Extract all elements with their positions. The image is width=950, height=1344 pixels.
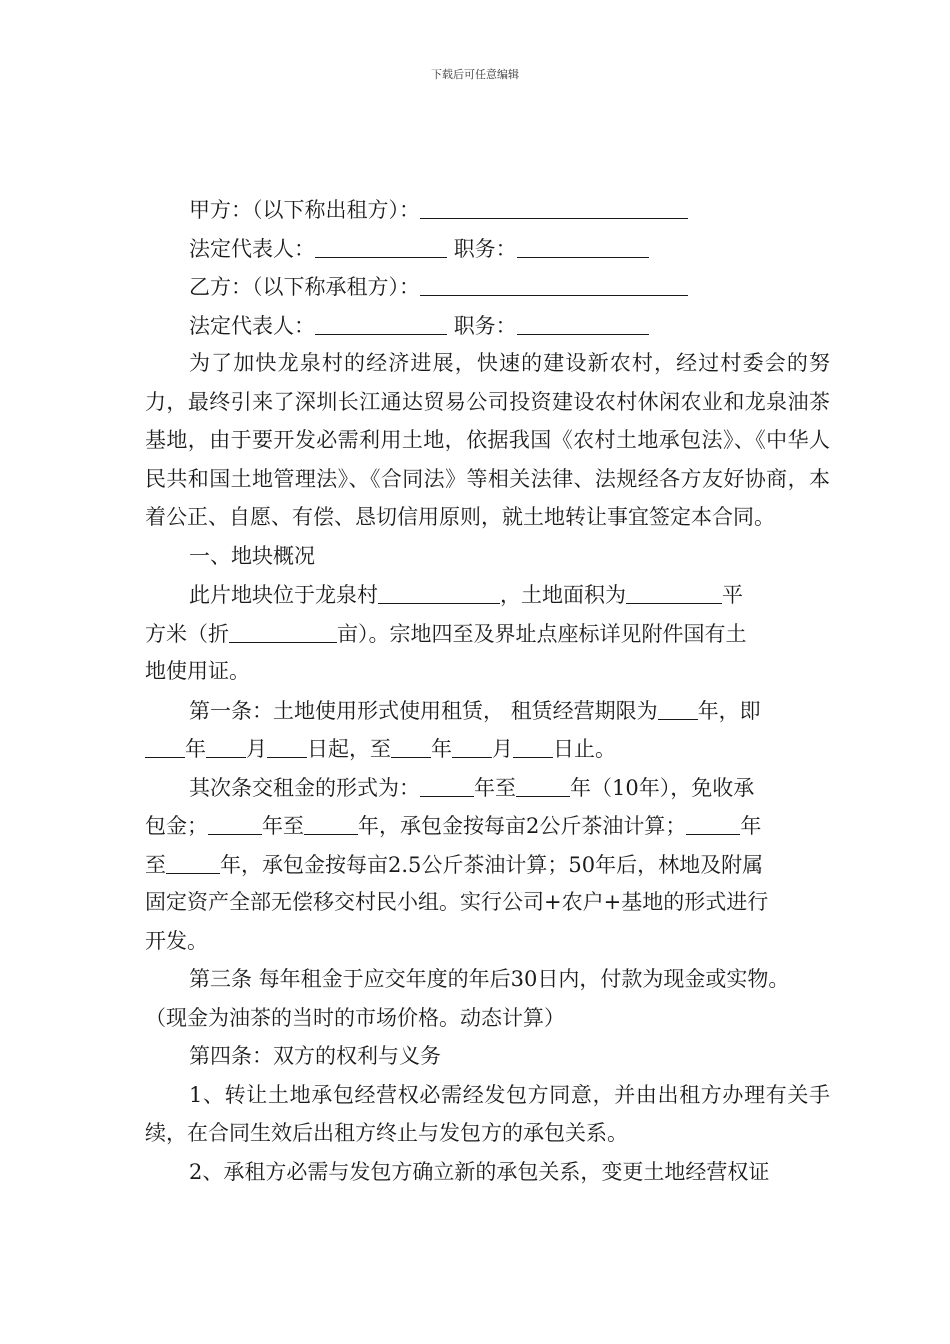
plot-text: 亩）。宗地四至及界址点座标详见附件国有土 (337, 621, 747, 646)
rate2-end-blank[interactable] (166, 847, 220, 874)
plot-text: ，土地面积为 (500, 583, 626, 607)
rate2-start-blank[interactable] (686, 808, 740, 835)
article1-line-1 (145, 691, 830, 730)
article2-text: 其次条交租金的形式为： (189, 775, 420, 800)
rep-label: 法定代表人： (189, 313, 315, 338)
article1-text: 第一条：土地使用形式使用租赁， 租赁经营期限为 (189, 698, 658, 723)
article2-line-1 (145, 768, 830, 807)
party-a-line (145, 190, 830, 229)
party-b-rep-blank[interactable] (315, 308, 447, 335)
party-a-title-blank[interactable] (517, 231, 649, 258)
article3-line-1: 第三条 每年租金于应交年度的年后30日内，付款为现金或实物。 (189, 967, 790, 991)
article2-line-5: 开发。 (145, 928, 208, 953)
plot-text: 此片地块位于龙泉村 (189, 583, 378, 607)
article2-text: 年（10年），免收承 (570, 775, 755, 800)
party-a-label: 甲方：（以下称出租方）： (189, 198, 420, 222)
page-header-note: 下载后可任意编辑 (431, 68, 519, 81)
year-label: 年 (431, 737, 452, 761)
contract-body (145, 190, 830, 1191)
article1-text: 日起，至 (307, 737, 391, 761)
party-a-blank[interactable] (420, 192, 688, 219)
article2-text: 年，承包金按每亩2公斤茶油计算； (358, 814, 687, 838)
article1-line-2 (145, 729, 830, 768)
end-year-blank[interactable] (391, 731, 431, 758)
article2-text: 年至 (474, 775, 516, 800)
end-day-blank[interactable] (513, 731, 553, 758)
party-b-blank[interactable] (420, 269, 688, 296)
party-a-rep-line (145, 229, 830, 268)
article2-line-2 (145, 806, 830, 845)
preamble-paragraph: 为了加快龙泉村的经济进展，快速的建设新农村，经过村委会的努力，最终引来了深圳长江通达贸易公司投资建设农村休闲农业和龙泉油茶基地，由于要开发必需利用土地，依据我国《农村土地承包法》、《中华人民共和国土地管理法》、《合同法》等相关法律、法规经各方友好协商，本着公正、自愿、有偿、恳切信用原则，就土地转让事宜签定本合同。 (145, 351, 830, 529)
mu-blank[interactable] (229, 616, 337, 643)
article1-text: 日止。 (553, 737, 616, 761)
article2-text: 年 (740, 814, 762, 838)
article2-line-3 (145, 845, 830, 884)
party-b-label: 乙方：（以下称承租方）： (189, 275, 420, 299)
party-b-line (145, 267, 830, 306)
title-label: 职务： (453, 236, 517, 261)
area-blank[interactable] (626, 577, 722, 604)
plot-text: 方米（折 (145, 621, 229, 646)
article4-heading: 第四条：双方的权利与义务 (189, 1044, 441, 1068)
plot-line-2 (145, 614, 830, 653)
article1-text: 年，即 (697, 698, 761, 723)
start-year-blank[interactable] (145, 731, 185, 758)
party-a-rep-blank[interactable] (315, 231, 447, 258)
article4-item-2: 2、承租方必需与发包方确立新的承包关系，变更土地经营权证 (189, 1159, 770, 1184)
article2-text: 年，承包金按每亩2.5公斤茶油计算；50年后，林地及附属 (220, 852, 764, 877)
article2-text: 年至 (262, 814, 304, 838)
year-label: 年 (185, 737, 206, 761)
month-label: 月 (246, 737, 267, 761)
article4-item-1: 1、转让土地承包经营权必需经发包方同意，并由出租方办理有关手续，在合同生效后出租方终止与发包方的承包关系。 (145, 1082, 830, 1145)
title-label: 职务： (453, 313, 517, 338)
rent-free-start-blank[interactable] (420, 770, 474, 797)
article3-line-2: （现金为油茶的当时的市场价格。动态计算） (145, 1005, 565, 1030)
plot-line-3: 地使用证。 (145, 659, 250, 683)
term-years-blank[interactable] (658, 693, 698, 720)
village-blank[interactable] (378, 577, 500, 604)
rate1-end-blank[interactable] (304, 808, 358, 835)
rent-free-end-blank[interactable] (516, 770, 570, 797)
start-month-blank[interactable] (206, 731, 246, 758)
party-b-title-blank[interactable] (517, 308, 649, 335)
month-label: 月 (492, 737, 513, 761)
article2-text: 至 (145, 852, 166, 877)
rate1-start-blank[interactable] (208, 808, 262, 835)
plot-line-1 (145, 575, 830, 614)
article2-line-4: 固定资产全部无偿移交村民小组。实行公司+农户+基地的形式进行 (145, 890, 769, 914)
section1-heading: 一、地块概况 (189, 543, 315, 568)
plot-text: 平 (722, 583, 743, 607)
article2-text: 包金； (145, 814, 208, 838)
party-b-rep-line (145, 306, 830, 345)
end-month-blank[interactable] (452, 731, 492, 758)
rep-label: 法定代表人： (189, 236, 315, 261)
start-day-blank[interactable] (267, 731, 307, 758)
